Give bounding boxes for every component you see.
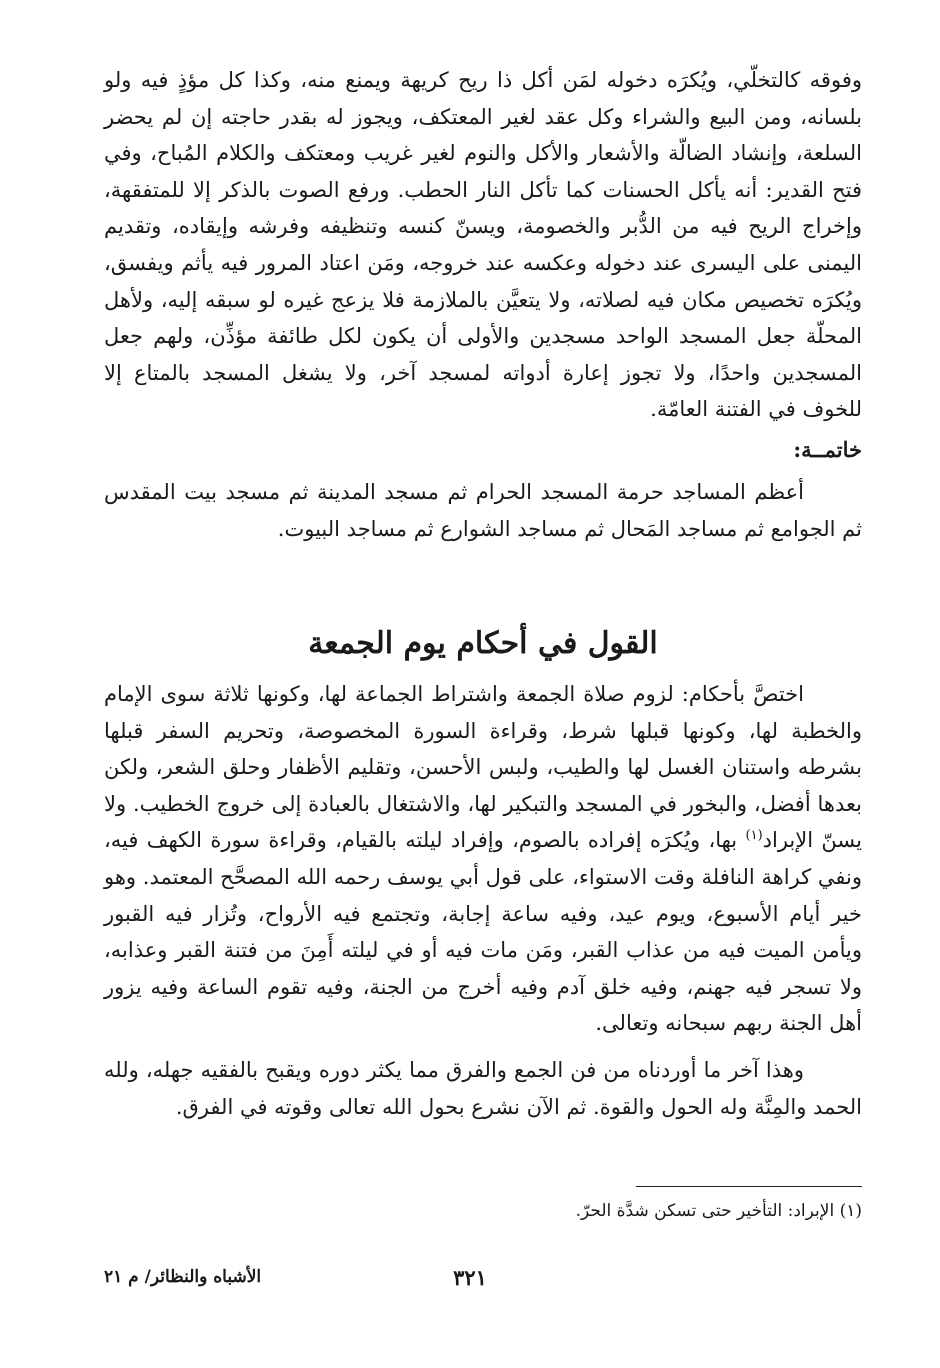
footnote-reference[interactable]: (١) [745, 828, 763, 844]
main-text-friday [104, 676, 862, 1125]
paragraph-mosque-rules: وفوقه كالتخلّي، ويُكرَه دخوله لمَن أكل ذا ريح كريهة ويمنع منه، وكذا كل مؤذٍ فيه ولو بلسانه، ومن البيع والشراء وكل عقد لغير المعتكف، ويجوز له بقدر حاجته إن لم يحضر السلعة، وإنشاد الضالّة والأشعار والأكل والنوم لغير غريب ومعتكف والكلام المُباح، وفي فتح القدير: أنه يأكل الحسنات كما تأكل النار الحطب. ورفع الصوت بالذكر إلا للمتفقهة، وإخراج الريح فيه من الدُّبر والخصومة، ويسنّ كنسه وتنظيفه وفرشه وإيقاده، وتقديم اليمنى على اليسرى عند دخوله وعكسه عند خروجه، ومَن اعتاد المرور فيه يأثم ويفسق، ويُكرَه تخصيص مكان فيه لصلاته، ولا يتعيَّن بالملازمة فلا يزعج غيره لو سبقه إليه، ولأهل المحلّة جعل المسجد الواحد مسجدين والأولى أن يكون لكل طائفة مؤذِّن، ولهم جعل المسجدين واحدًا، ولا تجوز إعارة أدواته لمسجد آخر، ولا يشغل المسجد بالمتاع إلا للخوف في الفتنة العامّة. [104, 68, 862, 422]
paragraph-mosque-ranking: أعظم المساجد حرمة المسجد الحرام ثم مسجد المدينة ثم مسجد بيت المقدس ثم الجوامع ثم مساجد المَحال ثم مساجد الشوارع ثم مساجد البيوت. [104, 479, 862, 541]
main-text-top [104, 62, 862, 547]
paragraph-friday-rulings [104, 676, 862, 1042]
footnote-text: (١) الإبراد: التأخير حتى تسكن شدَّة الحرّ. [575, 1201, 862, 1221]
paragraph-closing: وهذا آخر ما أوردناه من فن الجمع والفرق مما يكثر دوره ويقبح بالفقيه جهله، ولله الحمد والمِنَّة وله الحول والقوة. ثم الآن نشرع بحول الله تعالى وقوته في الفرق. [104, 1057, 862, 1119]
conclusion-heading: خاتمــة: [793, 436, 862, 462]
footnote-divider [636, 1186, 862, 1187]
paragraph-friday-part-2: بها، ويُكرَه إفراده بالصوم، وإفراد ليلته بالقيام، وقراءة سورة الكهف فيه، ونفي كراهة النافلة وقت الاستواء، على قول أبي يوسف رحمه الله المصحَّح المعتمد. وهو خير أيام الأسبوع، ويوم عيد، وفيه ساعة إجابة، وتجتمع فيه الأرواح، وتُزار فيه القبور ويأمن الميت فيه من عذاب القبر، ومَن مات فيه أو في ليلته أَمِنَ من فتنة القبر وعذابه، ولا تسجر فيه جهنم، وفيه خلق آدم وفيه أخرج من الجنة، وفيه تقوم الساعة وفيه يزور أهل الجنة ربهم سبحانه وتعالى. [104, 828, 862, 1036]
page-number: ٣٢١ [453, 1265, 487, 1290]
paragraph-friday-part-1: اختصَّ بأحكام: لزوم صلاة الجمعة واشتراط الجماعة لها، وكونها ثلاثة سوى الإمام والخطبة لها، وكونها قبلها شرط، وقراءة السورة المخصوصة، وتحريم السفر قبلها بشرطه واستنان الغسل لها والطيب، ولبس الأحسن، وتقليم الأظفار وحلق الشعر، ولكن بعدها أفضل، والبخور في المسجد والتبكير لها، والاشتغال بالعبادة إلى خروج الخطيب. ولا يسنّ الإبراد [104, 682, 862, 853]
section-title: القول في أحكام يوم الجمعة [308, 626, 658, 661]
book-signature: الأشباه والنظائر/ م ٢١ [104, 1267, 262, 1287]
